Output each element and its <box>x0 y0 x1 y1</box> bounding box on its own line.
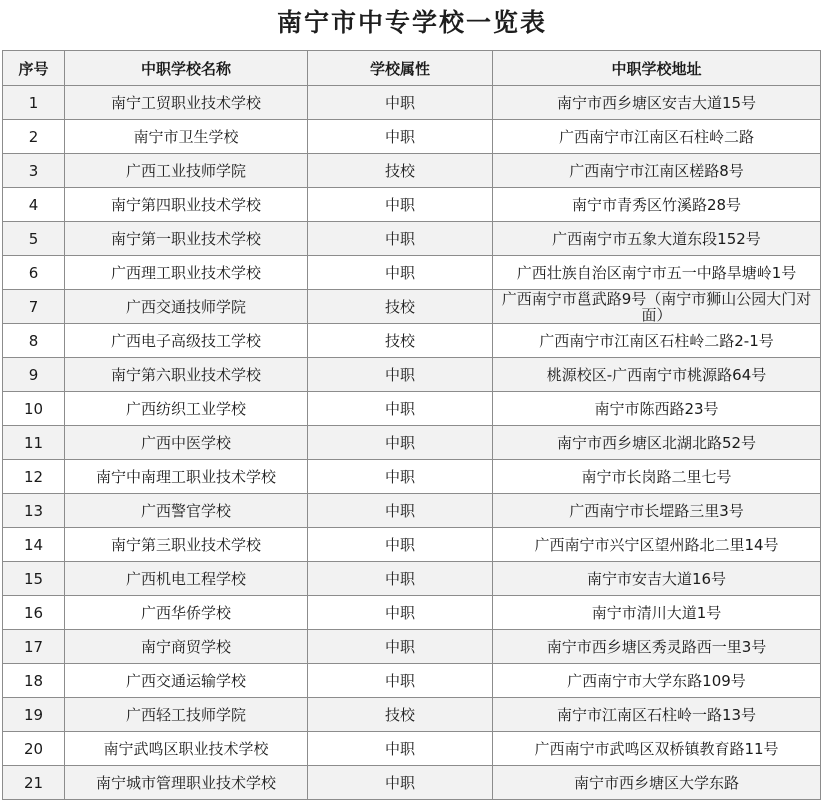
cell-school-type: 中职 <box>308 120 493 154</box>
school-table <box>2 50 821 800</box>
cell-school-type: 中职 <box>308 358 493 392</box>
cell-school-address: 广西南宁市大学东路109号 <box>493 664 821 698</box>
cell-index: 18 <box>3 664 65 698</box>
table-row <box>3 528 821 562</box>
cell-index: 1 <box>3 86 65 120</box>
cell-school-type: 中职 <box>308 562 493 596</box>
cell-school-name: 广西机电工程学校 <box>65 562 308 596</box>
cell-school-name: 南宁第三职业技术学校 <box>65 528 308 562</box>
cell-school-name: 广西中医学校 <box>65 426 308 460</box>
cell-index: 11 <box>3 426 65 460</box>
cell-school-name: 南宁第四职业技术学校 <box>65 188 308 222</box>
table-row <box>3 596 821 630</box>
cell-school-type: 中职 <box>308 222 493 256</box>
cell-school-type: 中职 <box>308 426 493 460</box>
cell-school-type: 中职 <box>308 494 493 528</box>
cell-school-address: 南宁市青秀区竹溪路28号 <box>493 188 821 222</box>
cell-school-type: 中职 <box>308 732 493 766</box>
cell-index: 15 <box>3 562 65 596</box>
cell-school-name: 广西纺织工业学校 <box>65 392 308 426</box>
cell-school-address: 广西壮族自治区南宁市五一中路旱塘岭1号 <box>493 256 821 290</box>
cell-index: 12 <box>3 460 65 494</box>
cell-school-type: 技校 <box>308 290 493 324</box>
table-row <box>3 324 821 358</box>
cell-school-name: 广西警官学校 <box>65 494 308 528</box>
cell-school-name: 南宁城市管理职业技术学校 <box>65 766 308 800</box>
table-row <box>3 426 821 460</box>
cell-school-type: 中职 <box>308 664 493 698</box>
cell-school-type: 技校 <box>308 698 493 732</box>
cell-school-type: 中职 <box>308 630 493 664</box>
cell-school-name: 广西华侨学校 <box>65 596 308 630</box>
cell-school-address: 广西南宁市武鸣区双桥镇教育路11号 <box>493 732 821 766</box>
cell-school-name: 南宁武鸣区职业技术学校 <box>65 732 308 766</box>
cell-school-type: 中职 <box>308 188 493 222</box>
table-row <box>3 698 821 732</box>
table-header-row <box>3 51 821 86</box>
table-row <box>3 460 821 494</box>
cell-school-address: 广西南宁市江南区石柱岭二路2-1号 <box>493 324 821 358</box>
cell-school-name: 南宁第一职业技术学校 <box>65 222 308 256</box>
cell-school-address: 广西南宁市长堽路三里3号 <box>493 494 821 528</box>
cell-school-address: 广西南宁市五象大道东段152号 <box>493 222 821 256</box>
cell-school-type: 中职 <box>308 460 493 494</box>
table-row <box>3 562 821 596</box>
table-row <box>3 120 821 154</box>
cell-school-address: 桃源校区-广西南宁市桃源路64号 <box>493 358 821 392</box>
cell-school-name: 南宁工贸职业技术学校 <box>65 86 308 120</box>
cell-school-address: 广西南宁市江南区槎路8号 <box>493 154 821 188</box>
table-row <box>3 766 821 800</box>
cell-school-type: 中职 <box>308 86 493 120</box>
cell-school-name: 广西交通技师学院 <box>65 290 308 324</box>
cell-index: 10 <box>3 392 65 426</box>
table-row <box>3 494 821 528</box>
cell-school-address: 南宁市江南区石柱岭一路13号 <box>493 698 821 732</box>
cell-index: 21 <box>3 766 65 800</box>
header-school-name: 中职学校名称 <box>65 51 308 86</box>
cell-school-name: 广西轻工技师学院 <box>65 698 308 732</box>
cell-school-address: 南宁市西乡塘区秀灵路西一里3号 <box>493 630 821 664</box>
table-row <box>3 222 821 256</box>
cell-index: 20 <box>3 732 65 766</box>
cell-index: 6 <box>3 256 65 290</box>
cell-school-address: 南宁市安吉大道16号 <box>493 562 821 596</box>
cell-index: 5 <box>3 222 65 256</box>
table-row <box>3 732 821 766</box>
table-row <box>3 630 821 664</box>
cell-school-address: 南宁市西乡塘区北湖北路52号 <box>493 426 821 460</box>
cell-school-address: 广西南宁市邕武路9号（南宁市狮山公园大门对面） <box>493 290 821 324</box>
header-school-type: 学校属性 <box>308 51 493 86</box>
cell-index: 3 <box>3 154 65 188</box>
table-body <box>3 86 821 800</box>
cell-school-type: 中职 <box>308 256 493 290</box>
cell-index: 16 <box>3 596 65 630</box>
table-row <box>3 664 821 698</box>
table-row <box>3 188 821 222</box>
cell-school-address: 南宁市清川大道1号 <box>493 596 821 630</box>
cell-index: 7 <box>3 290 65 324</box>
table-row <box>3 86 821 120</box>
cell-index: 14 <box>3 528 65 562</box>
cell-school-type: 中职 <box>308 766 493 800</box>
cell-index: 8 <box>3 324 65 358</box>
cell-school-address: 南宁市陈西路23号 <box>493 392 821 426</box>
cell-school-type: 中职 <box>308 528 493 562</box>
cell-index: 19 <box>3 698 65 732</box>
cell-school-address: 南宁市西乡塘区大学东路 <box>493 766 821 800</box>
page-title: 南宁市中专学校一览表 <box>276 8 547 37</box>
header-school-address: 中职学校地址 <box>493 51 821 86</box>
table-row <box>3 290 821 324</box>
table-row <box>3 154 821 188</box>
table-row <box>3 392 821 426</box>
cell-school-address: 南宁市长岗路二里七号 <box>493 460 821 494</box>
cell-school-name: 广西交通运输学校 <box>65 664 308 698</box>
cell-school-name: 南宁中南理工职业技术学校 <box>65 460 308 494</box>
cell-school-name: 广西工业技师学院 <box>65 154 308 188</box>
header-index: 序号 <box>3 51 65 86</box>
cell-school-address: 广西南宁市江南区石柱岭二路 <box>493 120 821 154</box>
cell-school-type: 技校 <box>308 324 493 358</box>
cell-index: 9 <box>3 358 65 392</box>
cell-school-type: 中职 <box>308 392 493 426</box>
table-row <box>3 256 821 290</box>
cell-school-address: 广西南宁市兴宁区望州路北二里14号 <box>493 528 821 562</box>
cell-index: 4 <box>3 188 65 222</box>
cell-school-name: 南宁第六职业技术学校 <box>65 358 308 392</box>
cell-school-address: 南宁市西乡塘区安吉大道15号 <box>493 86 821 120</box>
cell-index: 13 <box>3 494 65 528</box>
cell-school-name: 广西电子高级技工学校 <box>65 324 308 358</box>
cell-index: 2 <box>3 120 65 154</box>
cell-school-name: 南宁商贸学校 <box>65 630 308 664</box>
cell-school-type: 技校 <box>308 154 493 188</box>
cell-index: 17 <box>3 630 65 664</box>
cell-school-name: 广西理工职业技术学校 <box>65 256 308 290</box>
table-row <box>3 358 821 392</box>
cell-school-name: 南宁市卫生学校 <box>65 120 308 154</box>
cell-school-type: 中职 <box>308 596 493 630</box>
